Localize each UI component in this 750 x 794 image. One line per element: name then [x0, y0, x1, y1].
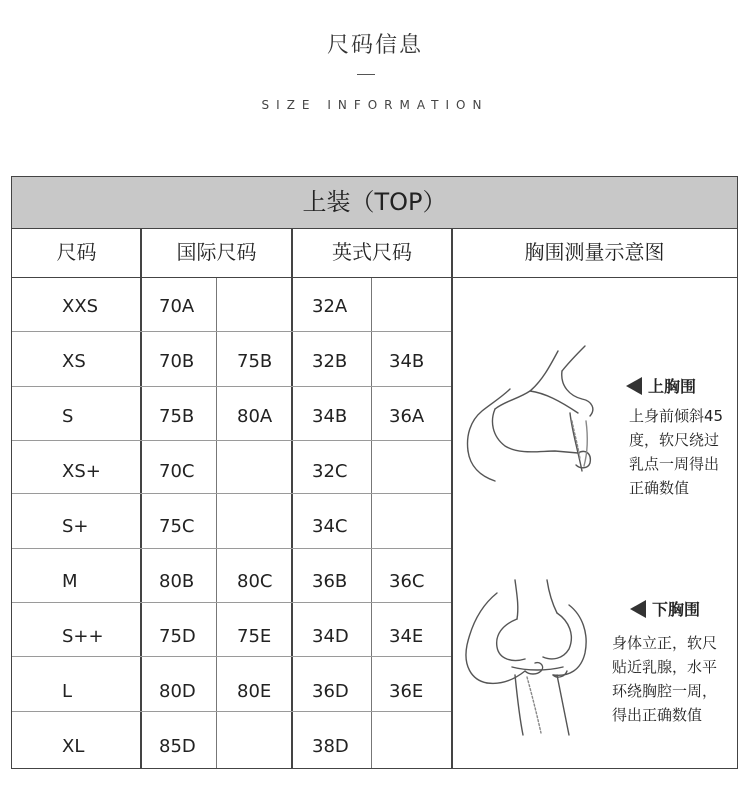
table-cell-intl: 70B — [159, 351, 195, 372]
upper-bust-title — [626, 374, 696, 397]
table-cell-uk: 34E — [389, 626, 424, 647]
table-cell-intl: 75E — [237, 626, 272, 647]
table-cell-uk: 38D — [312, 736, 349, 757]
table-cell-intl: 70A — [159, 296, 195, 317]
table-cell-intl: 75D — [159, 626, 196, 647]
upper-bust-instruction: 正确数值 — [629, 479, 690, 497]
table-cell-size: M — [62, 571, 78, 592]
table-cell-uk: 36D — [312, 681, 349, 702]
table-cell-uk: 32B — [312, 351, 348, 372]
row-divider — [12, 602, 451, 603]
upper-bust-instruction: 度，软尺绕过 — [629, 431, 720, 449]
table-cell-intl: 80D — [159, 681, 196, 702]
row-divider — [12, 331, 451, 332]
table-cell-intl: 85D — [159, 736, 196, 757]
page-subtitle: SIZE INFORMATION — [261, 98, 489, 112]
column-header-size: 尺码 — [12, 229, 141, 278]
upper-bust-title-text: 上胸围 — [648, 377, 697, 396]
table-cell-uk: 34D — [312, 626, 349, 647]
table-cell-intl: 80B — [159, 571, 195, 592]
table-cell-size: S++ — [62, 626, 104, 647]
table-cell-size: S+ — [62, 516, 89, 537]
column-header-uk: 英式尺码 — [292, 229, 452, 278]
under-bust-instruction: 得出正确数值 — [612, 706, 703, 724]
table-cell-intl: 75B — [159, 406, 195, 427]
table-cell-uk: 34B — [312, 406, 348, 427]
page-title: 尺码信息 — [326, 33, 423, 58]
table-banner: 上装（TOP） — [12, 177, 737, 229]
column-divider — [291, 229, 293, 768]
under-bust-title — [630, 597, 700, 620]
table-cell-intl: 70C — [159, 461, 195, 482]
row-divider — [12, 386, 451, 387]
table-cell-uk: 32C — [312, 461, 348, 482]
row-divider — [12, 656, 451, 657]
under-bust-instruction: 贴近乳腺，水平 — [612, 658, 718, 676]
table-cell-uk: 34B — [389, 351, 425, 372]
under-bust-title-text: 下胸围 — [652, 600, 701, 619]
column-header-diagram: 胸围测量示意图 — [452, 229, 737, 278]
under-bust-instruction: 环绕胸腔一周， — [612, 682, 718, 700]
sub-column-divider — [371, 278, 372, 768]
under-bust-instruction: 身体立正，软尺 — [612, 634, 718, 652]
table-cell-intl: 75B — [237, 351, 273, 372]
table-cell-uk: 36B — [312, 571, 348, 592]
table-cell-intl: 80E — [237, 681, 272, 702]
pointer-triangle-icon — [626, 377, 642, 395]
table-cell-uk: 32A — [312, 296, 348, 317]
pointer-triangle-icon — [630, 600, 646, 618]
row-divider — [12, 440, 451, 441]
table-cell-intl: 80C — [237, 571, 273, 592]
table-cell-intl: 80A — [237, 406, 273, 427]
column-header-intl: 国际尺码 — [141, 229, 292, 278]
sub-column-divider — [216, 278, 217, 768]
column-divider — [140, 229, 142, 768]
table-cell-size: XXS — [62, 296, 99, 317]
table-cell-size: XL — [62, 736, 85, 757]
title-divider — [357, 74, 375, 75]
table-cell-size: XS+ — [62, 461, 101, 482]
table-cell-uk: 36C — [389, 571, 425, 592]
table-cell-size: S — [62, 406, 74, 427]
upper-bust-instruction: 乳点一周得出 — [629, 455, 720, 473]
table-cell-uk: 34C — [312, 516, 348, 537]
table-cell-intl: 75C — [159, 516, 195, 537]
upper-bust-illustration — [460, 341, 600, 491]
row-divider — [12, 493, 451, 494]
upper-bust-instruction: 上身前倾斜45 — [629, 407, 724, 425]
table-cell-size: L — [62, 681, 73, 702]
column-divider — [451, 229, 453, 768]
row-divider — [12, 548, 451, 549]
table-cell-size: XS — [62, 351, 86, 372]
row-divider — [12, 711, 451, 712]
under-bust-illustration — [457, 575, 602, 740]
table-cell-uk: 36E — [389, 681, 424, 702]
size-table — [11, 176, 738, 769]
table-cell-uk: 36A — [389, 406, 425, 427]
page-header — [0, 0, 750, 170]
